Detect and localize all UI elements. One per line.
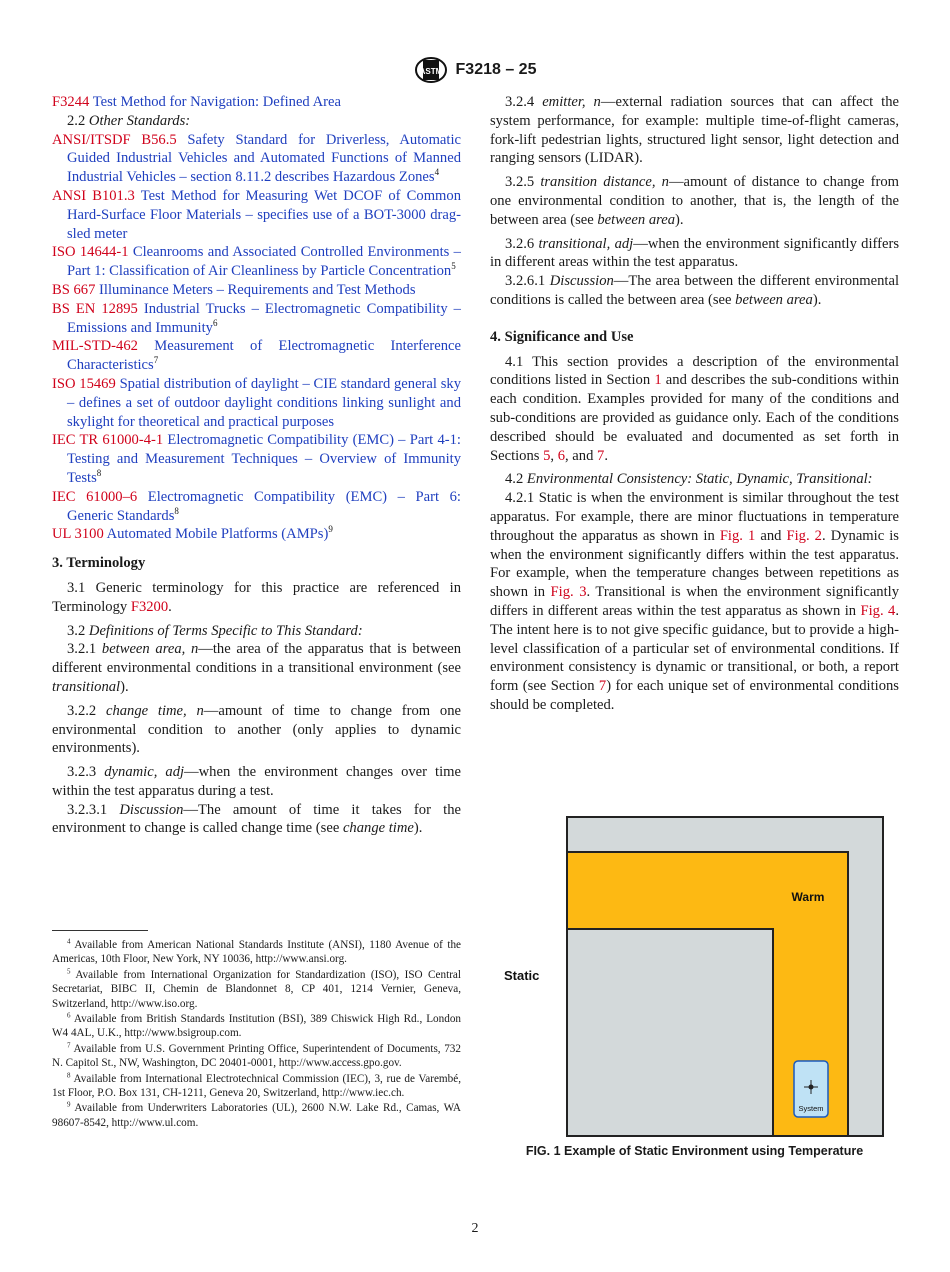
link-section-1[interactable]: 1 <box>654 372 662 389</box>
paragraph-3-2 <box>52 622 461 641</box>
reference-item <box>52 187 461 243</box>
link-fig-2[interactable]: Fig. 2 <box>786 527 822 544</box>
term-reference: between area <box>597 211 676 228</box>
paragraph-4-2-1 <box>490 489 899 715</box>
paragraph-3-2-1 <box>52 640 461 696</box>
footnote-item <box>52 1101 461 1130</box>
paragraph-text: 4.1 This section provides a description of the environmental conditions listed in Section <box>490 353 899 389</box>
svg-text:ASTM: ASTM <box>419 67 442 76</box>
paragraph-text: , <box>550 447 558 464</box>
link-fig-3[interactable]: Fig. 3 <box>550 584 587 601</box>
reference-code[interactable]: ISO 15469 <box>52 375 116 392</box>
link-section-5[interactable]: 5 <box>543 447 551 464</box>
reference-code[interactable]: ANSI B101.3 <box>52 187 135 204</box>
footnote-text: Available from American National Standards Institute (ANSI), 1180 Avenue of the Americas, 10th Floor, New York, NY 10036, http://www.ansi.org. <box>52 939 462 966</box>
discussion-text: ). <box>413 820 423 837</box>
paragraph-text: . <box>168 598 172 615</box>
term-reference: change time <box>342 820 414 837</box>
paragraph-text: 3.1 Generic terminology for this practice are referenced in Terminology <box>52 579 461 615</box>
paragraph-text: 4.2.1 Static is when the environment is similar throughout the test apparatus. For example, there are minor fluctuations in temperature throughout the apparatus as shown in <box>490 490 899 544</box>
reference-code[interactable]: F3244 <box>52 94 90 110</box>
reference-title[interactable]: Illuminance Meters – Requirements and Test Methods <box>99 281 416 298</box>
footnote-marker: 8 <box>96 468 102 479</box>
reference-title[interactable]: Cleanrooms and Associated Controlled Environments – Part 1: Classification of Air Cleanliness by Particle Concentration <box>67 244 461 280</box>
footnote-marker: 5 <box>451 261 456 272</box>
reference-code[interactable]: ANSI/ITSDF B56.5 <box>52 131 177 148</box>
paragraph-3-2-3-1 <box>52 801 461 839</box>
other-references-list <box>52 131 461 545</box>
definition-text: —external radiation sources that can affect the system performance, for example: multiple time-of-flight cameras, fork-lift pedestrian lights, structured light sensor, light detection and ranging sensors (LIDAR). <box>490 94 899 167</box>
document-id: F3218 – 25 <box>455 61 537 78</box>
reference-item <box>52 525 461 544</box>
reference-item <box>52 431 461 487</box>
section-title: Other Standards: <box>88 112 191 129</box>
definition-text: —amount of distance to change from one environmental condition to another, that is, the length of the between area (see <box>490 174 899 228</box>
paragraph-text: . The intent here is to not give specific guidance, but to provide a high-level classification of a particular set of environmental conditions. If environment consistency is dynamic or transitional, or both, a report form (see Section <box>490 602 899 695</box>
footnote-number: 8 <box>67 1070 71 1079</box>
reference-title[interactable]: Safety Standard for Driverless, Automatic Guided Industrial Vehicles and Automated Functions of Manned Industrial Vehicles – section 8.11.2 describes Hazardous Zones <box>67 131 461 186</box>
reference-item <box>52 488 461 526</box>
paragraph-3-1 <box>52 579 461 617</box>
reference-item <box>52 300 461 338</box>
footnote-number: 4 <box>67 937 71 946</box>
section-number: 3.2.1 <box>67 641 97 658</box>
reference-f3244 <box>52 93 461 112</box>
discussion-label: Discussion <box>549 273 614 290</box>
discussion-text: ). <box>812 291 822 308</box>
reference-item <box>52 131 461 187</box>
discussion-label: Discussion <box>119 801 184 818</box>
reference-item <box>52 375 461 431</box>
defined-term: dynamic, adj <box>104 764 185 781</box>
paragraph-3-2-2 <box>52 702 461 758</box>
definition-text: —when the environment significantly differs in different areas within the test apparatus. <box>490 235 899 271</box>
section-heading-terminology: 3. Terminology <box>52 555 146 572</box>
section-number: 3.2 <box>67 622 86 639</box>
figure-1-caption: FIG. 1 Example of Static Environment using Temperature <box>525 1144 864 1158</box>
definition-text: —when the environment changes over time within the test apparatus during a test. <box>52 764 461 799</box>
reference-title[interactable]: Test Method for Measuring Wet DCOF of Common Hard-Surface Floor Materials – specifies use of a BOT-3000 drag-sled meter <box>67 187 461 242</box>
footnote-marker: 4 <box>434 167 440 178</box>
inner-gray-area <box>567 929 773 1136</box>
link-fig-1[interactable]: Fig. 1 <box>719 527 756 544</box>
section-number: 3.2.6 <box>505 235 535 252</box>
footnote-text: Available from International Organization for Standardization (ISO), ISO Central Secretariat, BIBC II, Chemin de Blandonnet 8, CP 401, 1214 Vernier, Geneva, Switzerland, http://www.iso.org. <box>52 968 461 1010</box>
section-number: 3.2.5 <box>505 174 535 191</box>
system-icon <box>794 1061 828 1117</box>
defined-term: change time, n <box>105 702 204 719</box>
footnote-text: Available from British Standards Institution (BSI), 389 Chiswick High Rd., London W4 4AL, U.K., http://www.bsigroup.com. <box>52 1013 462 1040</box>
reference-code[interactable]: ISO 14644-1 <box>52 244 129 261</box>
reference-title[interactable]: Measurement of Electromagnetic Interference Characteristics <box>67 338 461 374</box>
paragraph-3-2-6-1 <box>490 272 899 310</box>
link-f3200[interactable]: F3200 <box>130 598 169 615</box>
section-title: Environmental Consistency: Static, Dynamic, Transitional: <box>526 471 873 488</box>
warm-label: Warm <box>791 890 825 904</box>
discussion-text: —The area between the different environmental conditions is called the between area (see <box>490 273 900 308</box>
reference-code[interactable]: IEC TR 61000-4-1 <box>52 432 164 449</box>
section-number: 3.2.3.1 <box>67 801 108 818</box>
footnote-text: Available from Underwriters Laboratories (UL), 2600 N.W. Lake Rd., Camas, WA 98607-8542, http://www.ul.com. <box>52 1102 461 1129</box>
defined-term: between area, n <box>101 641 199 658</box>
page-header <box>0 57 950 83</box>
system-label: System <box>798 1104 824 1113</box>
reference-title[interactable]: Automated Mobile Platforms (AMPs) <box>106 526 329 543</box>
section-number: 3.2.2 <box>67 702 97 719</box>
link-fig-4[interactable]: Fig. 4 <box>860 602 896 619</box>
footnote-marker: 8 <box>174 505 179 516</box>
subsection-2-2 <box>52 112 461 131</box>
footnote-item <box>52 968 461 1011</box>
link-section-6[interactable]: 6 <box>557 447 565 464</box>
definition-text: ). <box>675 211 684 228</box>
paragraph-3-2-4 <box>490 93 899 168</box>
footnote-item <box>52 1042 461 1071</box>
defined-term: emitter, n <box>542 94 601 110</box>
paragraph-text: ) for each unique set of environmental conditions should be completed. <box>490 678 899 713</box>
paragraph-text: . <box>604 447 608 464</box>
section-number: 4.2 <box>505 471 524 488</box>
term-reference: between area <box>735 291 813 308</box>
reference-item <box>52 337 461 375</box>
section-number: 3.2.3 <box>67 764 97 781</box>
definition-text: ). <box>120 678 129 695</box>
footnote-text: Available from International Electrotechnical Commission (IEC), 3, rue de Varembé, 1st Floor, P.O. Box 131, CH-1211, Geneva 20, Switzerland, http://www.iec.ch. <box>52 1072 461 1100</box>
page-number: 2 <box>471 1221 479 1236</box>
link-section-7[interactable]: 7 <box>598 678 607 695</box>
paragraph-3-2-5 <box>490 173 899 229</box>
section-number: 2.2 <box>67 112 86 129</box>
paragraph-text: and describes the sub-conditions within each condition. Examples provided for many of the conditions and sub-conditions are provided as guidance only. Each of the conditions described should be evaluated and documented as set forth in Sections <box>490 372 899 464</box>
right-column <box>490 93 899 715</box>
footnote-number: 5 <box>67 967 71 976</box>
left-column <box>52 93 461 838</box>
reference-item <box>52 281 461 300</box>
footnote-divider <box>52 930 148 931</box>
paragraph-text: and <box>755 527 787 544</box>
footnote-text: Available from U.S. Government Printing Office, Superintendent of Documents, 732 N. Capitol St., NW, Washington, DC 20401-0001, http://www.access.gpo.gov. <box>52 1042 461 1070</box>
figure-1-diagram <box>500 812 900 1142</box>
footnote-marker: 6 <box>212 317 218 328</box>
defined-term: transitional, adj <box>538 235 634 252</box>
static-label: Static <box>504 968 540 983</box>
reference-title[interactable]: Electromagnetic Compatibility (EMC) – Part 6: Generic Standards <box>67 488 461 524</box>
link-section-7[interactable]: 7 <box>597 447 605 464</box>
paragraph-3-2-3 <box>52 763 461 801</box>
reference-code[interactable]: BS EN 12895 <box>52 300 138 317</box>
reference-title[interactable]: Spatial distribution of daylight – CIE standard general sky – defines a set of outdoor daylight conditions linking sunlight and skylight for theoretical and practical purposes <box>67 375 461 430</box>
paragraph-text: , and <box>565 447 598 464</box>
footnote-number: 6 <box>67 1011 71 1020</box>
footnote-number: 9 <box>67 1100 71 1109</box>
reference-title[interactable]: Test Method for Navigation: Defined Area <box>92 94 341 110</box>
reference-code[interactable]: IEC 61000–6 <box>52 488 138 505</box>
footnote-item <box>52 938 461 967</box>
footnote-item <box>52 1012 461 1041</box>
footnote-number: 7 <box>67 1041 71 1050</box>
discussion-text: —The amount of time it takes for the environment to change is called change time (see <box>52 801 461 837</box>
reference-code[interactable]: MIL-STD-462 <box>52 338 138 355</box>
reference-title[interactable]: Electromagnetic Compatibility (EMC) – Part 4-1: Testing and Measurement Techniques – Overview of Immunity Tests <box>67 432 461 486</box>
paragraph-4-2 <box>490 470 899 489</box>
reference-code[interactable]: UL 3100 <box>52 526 104 543</box>
section-number: 3.2.4 <box>505 94 535 110</box>
astm-logo-icon <box>414 57 448 83</box>
section-number: 3.2.6.1 <box>505 273 546 290</box>
footnotes <box>52 930 461 1131</box>
reference-title[interactable]: Industrial Trucks – Electromagnetic Compatibility – Emissions and Immunity <box>67 300 461 336</box>
term-reference: transitional <box>52 678 121 695</box>
definition-text: —amount of time to change from one environmental condition to another (only applies to dynamic environments). <box>52 702 461 757</box>
footnote-marker: 9 <box>328 524 333 535</box>
paragraph-4-1 <box>490 353 899 466</box>
footnote-item <box>52 1072 461 1101</box>
definition-text: —the area of the apparatus that is between different environmental conditions in a transitional environment (see <box>52 641 461 677</box>
footnote-marker: 7 <box>153 355 159 366</box>
paragraph-text: . Dynamic is when the environment significantly differs within the test apparatus. For example, when the temperature changes between repetitions as shown in <box>490 527 899 601</box>
section-heading-significance: 4. Significance and Use <box>490 328 634 345</box>
paragraph-text: . Transitional is when the environment significantly differs in different areas within the test apparatus as shown in <box>490 584 900 619</box>
paragraph-3-2-6 <box>490 235 899 273</box>
reference-code[interactable]: BS 667 <box>52 281 96 298</box>
section-title: Definitions of Terms Specific to This Standard: <box>88 622 363 639</box>
defined-term: transition distance, n <box>540 174 669 191</box>
reference-item <box>52 243 461 281</box>
